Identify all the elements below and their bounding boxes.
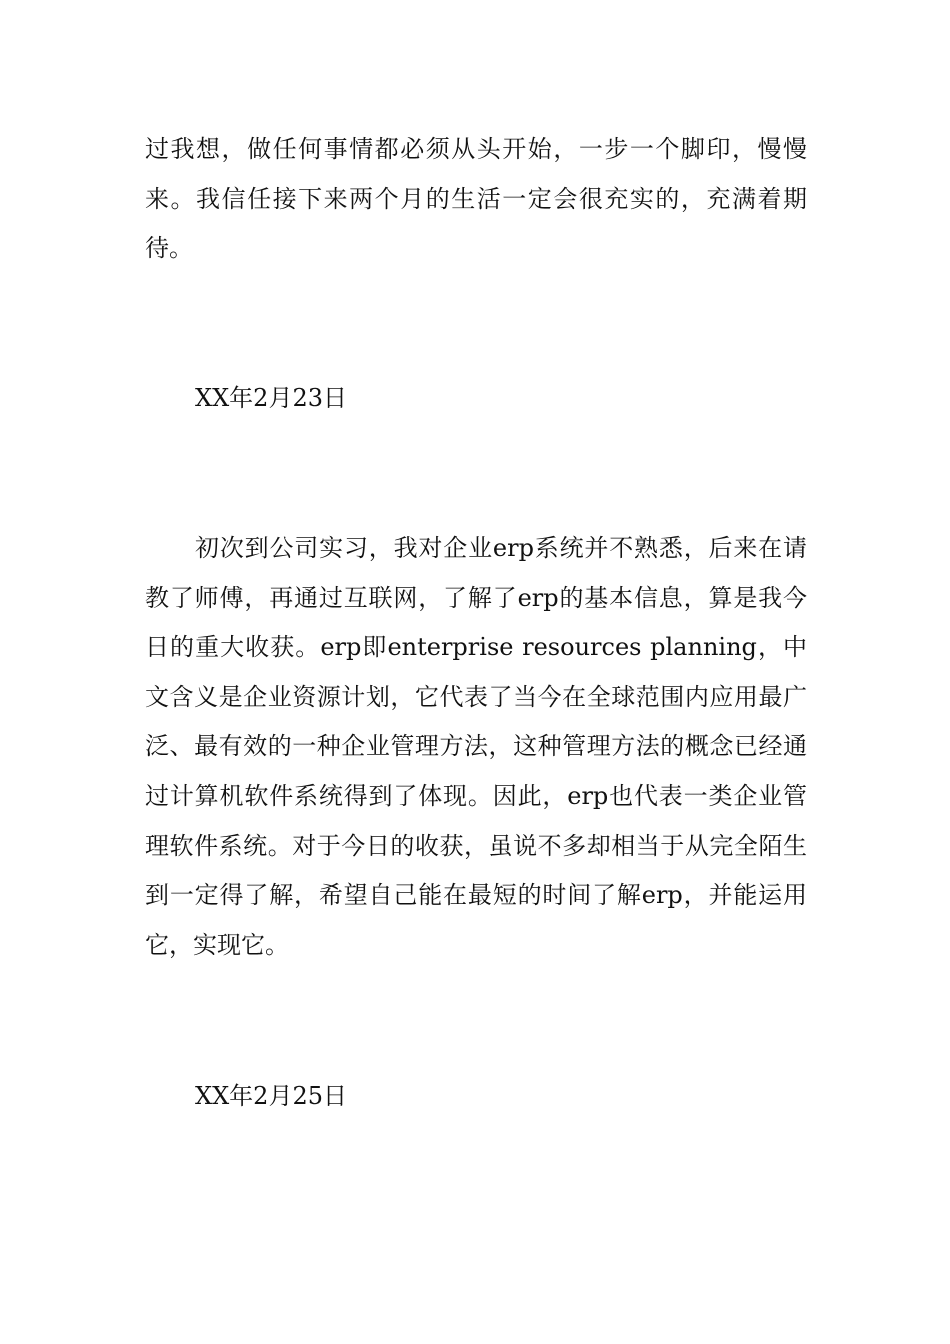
diary-date: XX年2月23日 (195, 384, 347, 412)
body-paragraph: 过我想，做任何事情都必须从头开始，一步一个脚印，慢慢来。我信任接下来两个月的生活一定会很充实的，充满着期待。 (145, 135, 807, 263)
body-paragraph: 初次到公司实习，我对企业erp系统并不熟悉，后来在请教了师傅，再通过互联网，了解了erp的基本信息，算是我今日的重大收获。erp即enterprise resources planning，中文含义是企业资源计划，它代表了当今在全球范围内应用最广泛、最有效的一种企业管理方法，这种管理方法的概念已经通过计算机软件系统得到了体现。因此，erp也代表一类企业管理软件系统。对于今日的收获，虽说不多却相当于从完全陌生到一定得了解，希望自己能在最短的时间了解erp，并能运用它，实现它。 (145, 534, 807, 959)
diary-date: XX年2月25日 (195, 1082, 347, 1110)
